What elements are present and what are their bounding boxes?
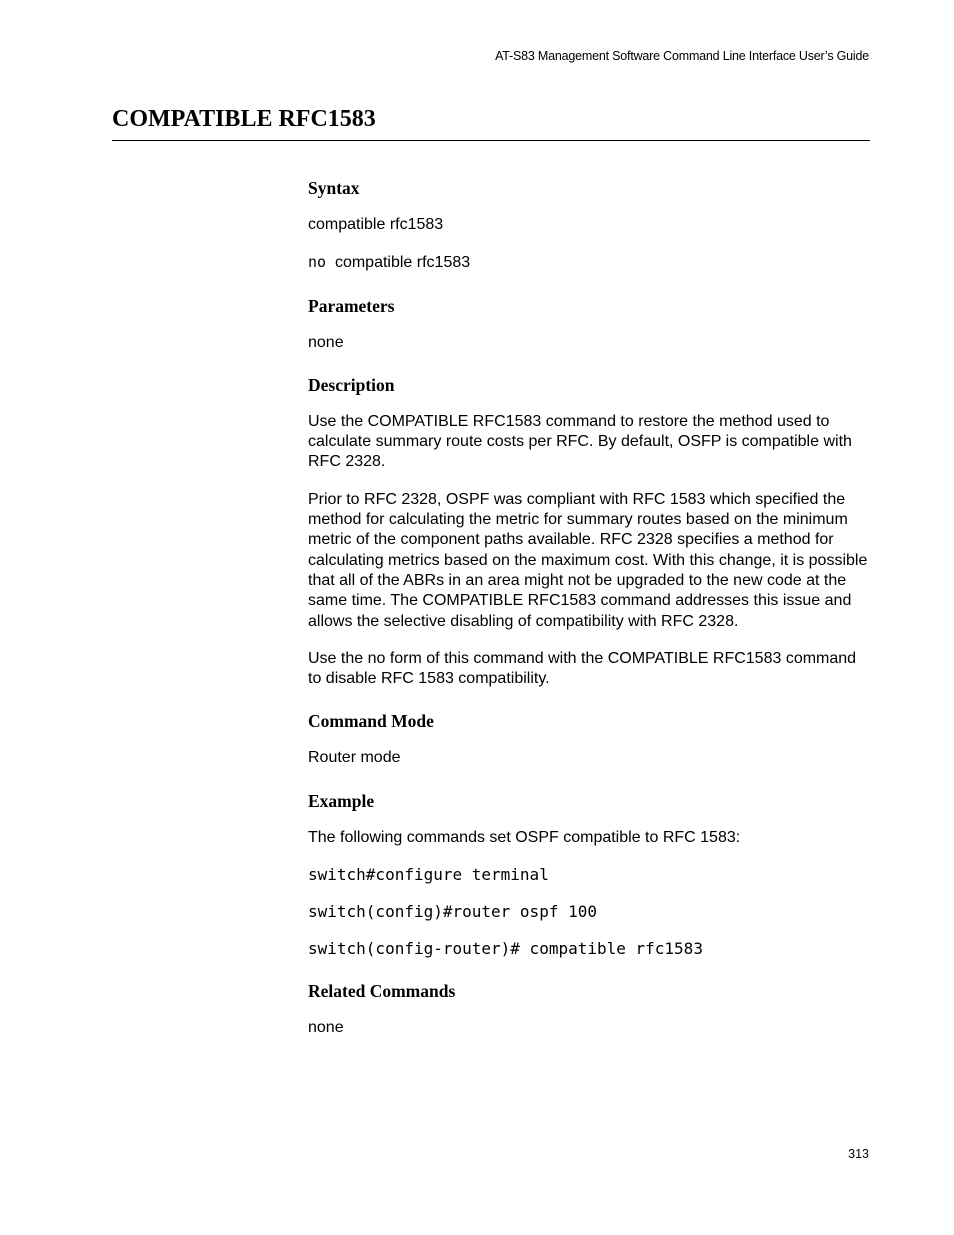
example-code-line-3: switch(config-router)# compatible rfc1583 xyxy=(308,939,703,959)
description-paragraph-2: Prior to RFC 2328, OSPF was compliant with RFC 1583 which specified the method for calculating the metric for summary routes based on the minimum metric of the component paths available. RFC 2328 specifies a method for calculating metrics based on the maximum cost. With this change, it is possible that all of the ABRs in an area might not be upgraded to the new code at the same time. The COMPATIBLE RFC1583 command addresses this issue and allows the selective disabling of compatibility with RFC 2328. xyxy=(308,490,868,630)
syntax-line-2 xyxy=(308,252,870,273)
command-mode-text: Router mode xyxy=(308,749,401,767)
parameters-heading: Parameters xyxy=(308,295,395,316)
page-title: COMPATIBLE RFC1583 xyxy=(112,106,376,132)
description-paragraph-3: Use the no form of this command with the COMPATIBLE RFC1583 command to disable RFC 1583 compatibility. xyxy=(308,649,857,688)
running-header: AT-S83 Management Software Command Line Interface User’s Guide xyxy=(495,49,869,63)
syntax-section xyxy=(308,178,870,274)
content-body xyxy=(308,178,870,1055)
related-commands-heading: Related Commands xyxy=(308,981,456,1002)
syntax-line-1: compatible rfc1583 xyxy=(308,216,444,233)
example-code-line-2: switch(config)#router ospf 100 xyxy=(308,902,597,922)
page-number: 313 xyxy=(848,1147,869,1161)
syntax-heading: Syntax xyxy=(308,178,360,198)
example-intro: The following commands set OSPF compatible to RFC 1583: xyxy=(308,828,741,846)
parameters-section xyxy=(308,296,870,353)
command-mode-section xyxy=(308,711,870,768)
example-heading: Example xyxy=(308,790,375,811)
description-heading: Description xyxy=(308,374,395,395)
description-paragraph-1: Use the COMPATIBLE RFC1583 command to restore the method used to calculate summary route costs per RFC. By default, OSFP is compatible with RFC 2328. xyxy=(308,412,852,471)
description-section xyxy=(308,375,870,690)
example-section xyxy=(308,791,870,959)
related-commands-text: none xyxy=(308,1019,344,1037)
parameters-text: none xyxy=(308,333,344,351)
related-commands-section xyxy=(308,981,870,1038)
title-rule xyxy=(112,140,870,141)
syntax-line-2-rest: compatible rfc1583 xyxy=(334,254,471,272)
example-code-line-1: switch#configure terminal xyxy=(308,865,549,885)
command-mode-heading: Command Mode xyxy=(308,711,434,732)
syntax-no-keyword: no xyxy=(308,253,327,272)
